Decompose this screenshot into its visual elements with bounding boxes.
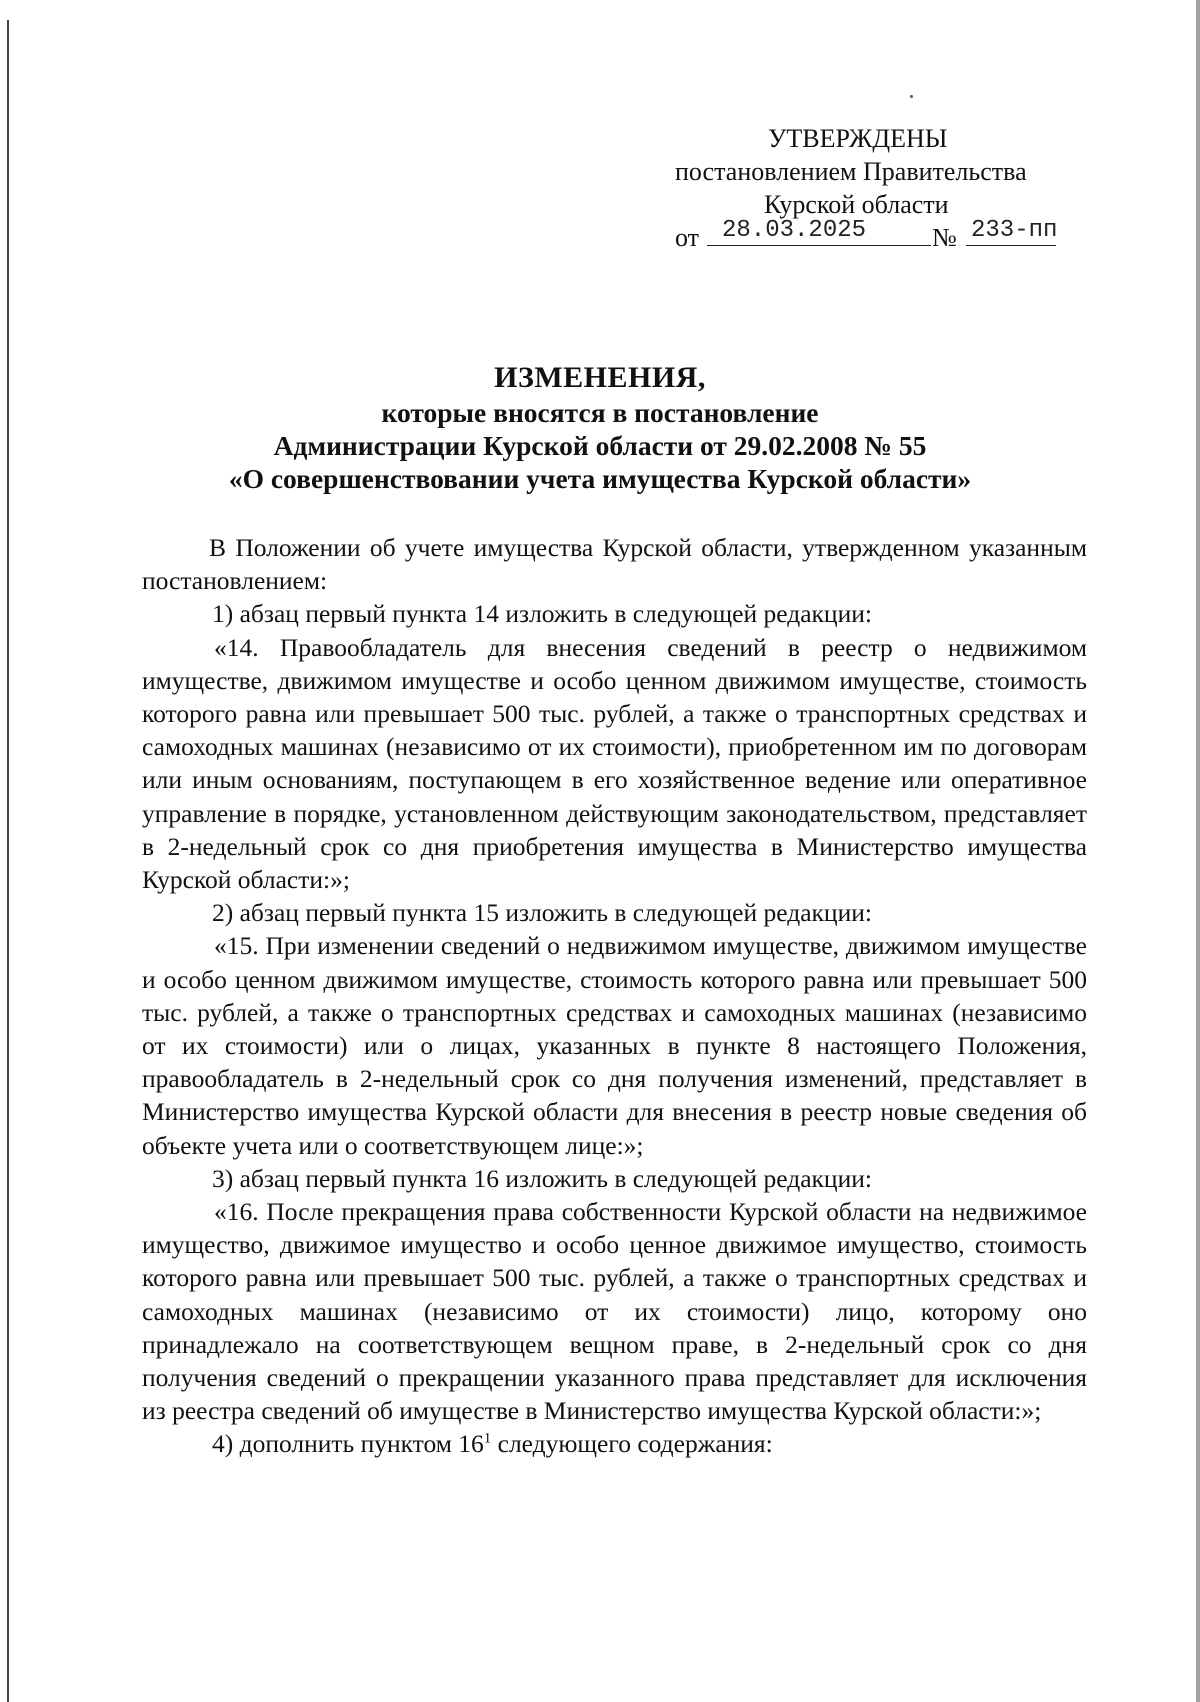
approval-number: 233-пп	[971, 217, 1058, 244]
approval-date-line	[640, 217, 1080, 257]
document-title	[100, 360, 1100, 495]
title-line-1: которые вносятся в постановление	[381, 397, 819, 428]
amendment-item-1: 1) абзац первый пункта 14 изложить в следующей редакции:	[212, 599, 872, 629]
scan-speck	[910, 95, 913, 98]
date-prefix: от	[675, 223, 700, 252]
item4-text-before: 4) дополнить пунктом 16	[212, 1429, 484, 1459]
document-body	[142, 531, 1087, 1461]
scan-edge-left	[7, 20, 9, 1702]
intro-paragraph: В Положении об учете имущества Курской области, утвержденном указанным постановлением:	[142, 533, 1087, 596]
number-sign: №	[932, 223, 957, 252]
title-line-2: Администрации Курской области от 29.02.2008 № 55	[273, 430, 927, 461]
amendment-text-15: «15. При изменении сведений о недвижимом имуществе, движимом имуществе и особо ценном движимом имуществе, стоимость которого равна или превышает 500 тыс. рублей, а также о транспортных средствах и самоходных машинах (независимо от их стоимости) или о лицах, указанных в пункте 8 настоящего Положения, правообладатель в 2-недельный срок со дня получения изменений, представляет в Министерство имущества Курской области для внесения в реестр новые сведения об объекте учета или о соответствующем лице:»;	[142, 931, 1087, 1160]
amendment-text-16: «16. После прекращения права собственности Курской области на недвижимое имущество, движимое имущество и особо ценное движимое имущество, стоимость которого равна или превышает 500 тыс. рублей, а также о транспортных средствах и самоходных машинах (независимо от их стоимости) лицо, которому оно принадлежало на соответствующем вещном праве, в 2-недельный срок со дня получения сведений о прекращении указанного права представляет для исключения из реестра сведений об имуществе в Министерство имущества Курской области:»;	[142, 1197, 1087, 1426]
item4-superscript: 1	[483, 1430, 492, 1447]
approval-line-1: постановлением Правительства	[675, 157, 1027, 186]
approval-date: 28.03.2025	[722, 217, 867, 244]
item4-text-after: следующего содержания:	[491, 1429, 773, 1459]
title-main: ИЗМЕНЕНИЯ,	[494, 361, 706, 394]
scan-edge-right	[1196, 0, 1200, 1702]
title-line-3: «О совершенствовании учета имущества Курской области»	[228, 463, 972, 494]
amendment-text-14: «14. Правообладатель для внесения сведений в реестр о недвижимом имуществе, движимом имуществе и особо ценном движимом имуществе, стоимость которого равна или превышает 500 тыс. рублей, а также о транспортных средствах и самоходных машинах (независимо от их стоимости), приобретенном им по договорам или иным основаниям, поступающем в его хозяйственное ведение или оперативное управление в порядке, установленном действующим законодательством, представляет в 2-недельный срок со дня приобретения имущества в Министерство имущества Курской области:»;	[142, 632, 1087, 895]
amendment-item-3: 3) абзац первый пункта 16 изложить в следующей редакции:	[212, 1163, 872, 1193]
approval-line-2: Курской области	[764, 190, 949, 219]
approval-title: УТВЕРЖДЕНЫ	[768, 124, 948, 153]
amendment-item-4	[142, 1427, 1087, 1460]
approval-stamp-block	[640, 122, 1080, 257]
amendment-item-2: 2) абзац первый пункта 15 изложить в следующей редакции:	[212, 898, 872, 928]
